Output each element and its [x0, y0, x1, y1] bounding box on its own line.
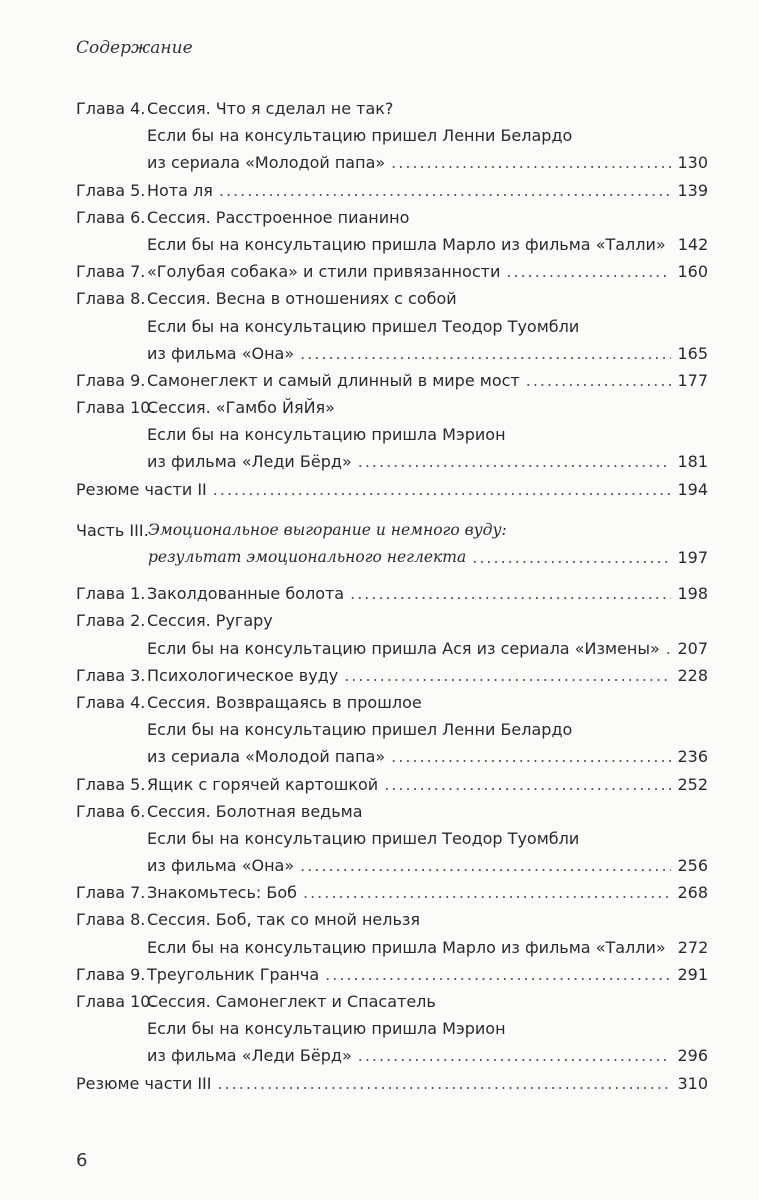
chapter-title: Сессия. Самонеглект и Спасатель	[147, 992, 436, 1011]
chapter-label: Глава 4.	[76, 99, 146, 118]
chapter-title: Треугольник Гранча	[147, 964, 320, 984]
chapter-title: из фильма «Леди Бёрд»	[147, 452, 352, 472]
page-ref: 194	[677, 479, 708, 499]
toc-entry-line[interactable]	[76, 421, 708, 448]
part-title-line1: Эмоциональное выгорание и немного вуду:	[148, 520, 507, 539]
toc-entry-line[interactable]	[76, 367, 708, 394]
dot-leader	[506, 258, 671, 285]
toc-entry-line[interactable]	[76, 580, 708, 607]
toc-entry-line[interactable]	[76, 743, 708, 770]
part2-chapters	[76, 95, 708, 476]
chapter-label: Глава 10.	[76, 398, 156, 418]
chapter-title: Сессия. Возвращаясь в прошлое	[147, 692, 422, 712]
toc-entry-line[interactable]	[76, 122, 708, 149]
chapter-label: Глава 8.	[76, 289, 146, 309]
dot-leader	[344, 662, 671, 689]
page-ref: 181	[677, 452, 708, 472]
dot-leader	[300, 852, 671, 879]
dot-leader	[219, 177, 672, 204]
chapter-title: Нота ля	[147, 180, 213, 200]
toc-entry-line[interactable]	[76, 231, 708, 258]
chapter-title: Если бы на консультацию пришла Марло из фильма «Талли»	[147, 937, 666, 957]
toc-entry-line[interactable]	[76, 177, 708, 204]
page-ref: 177	[677, 370, 708, 390]
chapter-label: Глава 1.	[76, 584, 146, 604]
chapter-title: «Голубая собака» и стили привязанности	[147, 262, 501, 282]
toc-entry-line[interactable]	[76, 716, 708, 743]
page-ref: 256	[677, 856, 708, 876]
toc-entry-line[interactable]	[76, 607, 708, 634]
chapter-title: Знакомьтесь: Боб	[147, 883, 297, 903]
chapter-title: Самонеглект и самый длинный в мире мост	[147, 370, 520, 390]
chapter-title: из сериала «Молодой папа»	[147, 747, 386, 767]
chapter-title: Если бы на консультацию пришла Марло из фильма «Талли»	[147, 234, 666, 254]
chapter-title: Сессия. Ругару	[147, 611, 273, 631]
chapter-title: Если бы на консультацию пришла Мэрион	[147, 425, 506, 445]
dot-leader	[358, 1042, 672, 1069]
dot-leader	[384, 771, 671, 798]
chapter-label: Глава 10.	[76, 992, 156, 1011]
dot-leader	[217, 1070, 671, 1097]
chapter-title: из сериала «Молодой папа»	[147, 153, 386, 173]
chapter-title: Сессия. Весна в отношениях с собой	[147, 289, 457, 309]
chapter-label: Глава 7.	[76, 883, 146, 903]
chapter-title: Сессия. Что я сделал не так?	[147, 99, 394, 118]
toc-entry-line[interactable]	[76, 961, 708, 988]
chapter-label: Глава 9.	[76, 370, 146, 390]
toc-entry-line[interactable]	[76, 1015, 708, 1042]
page-ref: 142	[677, 234, 709, 254]
dot-leader	[300, 340, 671, 367]
toc-entry-line[interactable]	[76, 448, 708, 475]
chapter-label: Глава 5.	[76, 180, 146, 200]
page-ref: 236	[677, 747, 708, 767]
toc-entry-line[interactable]	[76, 394, 708, 421]
toc-entry-line[interactable]	[76, 313, 708, 340]
dot-leader	[325, 961, 671, 988]
toc-entry-line[interactable]	[76, 988, 708, 1015]
chapter-title: Психологическое вуду	[147, 665, 339, 685]
page-ref: 272	[677, 937, 709, 957]
chapter-title: Заколдованные болота	[147, 584, 345, 604]
toc-entry-line[interactable]	[76, 879, 708, 906]
dot-leader	[391, 149, 671, 176]
dot-leader	[391, 743, 671, 770]
toc-entry-line[interactable]	[76, 635, 708, 662]
toc-entry-line[interactable]	[76, 95, 708, 122]
toc-entry-line[interactable]	[76, 771, 708, 798]
table-of-contents	[76, 95, 708, 1097]
chapter-title: Ящик с горячей картошкой	[147, 774, 379, 794]
chapter-title: Если бы на консультацию пришла Мэрион	[147, 1019, 506, 1039]
chapter-title: Сессия. Боб, так со мной нельзя	[147, 910, 421, 930]
toc-entry-line[interactable]	[76, 906, 708, 933]
page-ref: 207	[677, 638, 708, 658]
entry-title: Резюме части II	[76, 479, 207, 499]
toc-entry-line[interactable]	[76, 934, 708, 961]
part2-summary-row[interactable]	[76, 476, 708, 503]
chapter-label: Глава 3.	[76, 665, 146, 685]
chapter-title: Сессия. «Гамбо ЙяЙя»	[147, 398, 335, 418]
toc-entry-line[interactable]	[76, 825, 708, 852]
page-ref: 130	[677, 153, 708, 173]
toc-entry-line[interactable]	[76, 798, 708, 825]
dot-leader	[350, 580, 671, 607]
chapter-title: Сессия. Расстроенное пианино	[147, 207, 410, 227]
dot-leader	[213, 476, 672, 503]
page-ref: 252	[677, 774, 708, 794]
toc-entry-line[interactable]	[76, 340, 708, 367]
chapter-title: Если бы на консультацию пришел Теодор Туомбли	[147, 828, 580, 848]
chapter-title: Если бы на консультацию пришел Теодор Туомбли	[147, 316, 580, 336]
chapter-label: Глава 9.	[76, 964, 146, 984]
chapter-label: Глава 4.	[76, 692, 146, 712]
part-label: Часть III.	[76, 520, 149, 540]
dot-leader	[303, 879, 671, 906]
chapter-label: Глава 5.	[76, 774, 146, 794]
toc-entry-line[interactable]	[76, 149, 708, 176]
chapter-label: Глава 8.	[76, 910, 146, 930]
toc-entry-line[interactable]	[76, 689, 708, 716]
dot-leader	[358, 448, 672, 475]
dot-leader	[666, 635, 672, 662]
chapter-label: Глава 2.	[76, 611, 146, 631]
chapter-label: Глава 6.	[76, 801, 146, 821]
page-ref: 310	[677, 1073, 708, 1093]
page-ref: 160	[677, 262, 708, 282]
toc-entry-line[interactable]	[76, 662, 708, 689]
chapter-title: из фильма «Она»	[147, 343, 295, 363]
page-ref: 197	[677, 548, 708, 567]
part-title-line2: результат эмоционального неглекта	[148, 548, 467, 566]
chapter-label: Глава 6.	[76, 207, 146, 227]
toc-entry-line[interactable]	[76, 258, 708, 285]
page-ref: 228	[677, 665, 708, 685]
page-number: 6	[76, 1150, 88, 1171]
chapter-title: Если бы на консультацию пришла Ася из сериала «Измены»	[147, 638, 660, 658]
toc-entry-line[interactable]	[76, 1042, 708, 1069]
chapter-title: из фильма «Она»	[147, 856, 295, 876]
chapter-title: Сессия. Болотная ведьма	[147, 801, 363, 821]
part3-chapters	[76, 580, 708, 1069]
toc-entry-line[interactable]	[76, 285, 708, 312]
dot-leader	[472, 544, 671, 571]
page-ref: 268	[677, 883, 708, 903]
page-ref: 165	[677, 343, 708, 363]
part3-summary-row[interactable]	[76, 1070, 708, 1097]
page-header: Содержание	[76, 38, 193, 58]
part3-heading-row-2[interactable]	[76, 544, 708, 571]
entry-title: Резюме части III	[76, 1073, 212, 1093]
dot-leader	[526, 367, 672, 394]
page-ref: 291	[677, 964, 708, 984]
chapter-label: Глава 7.	[76, 262, 146, 282]
chapter-title: Если бы на консультацию пришел Ленни Белардо	[147, 126, 573, 146]
chapter-title: из фильма «Леди Бёрд»	[147, 1046, 352, 1066]
part3-heading-row[interactable]	[76, 517, 708, 544]
toc-entry-line[interactable]	[76, 852, 708, 879]
page-ref: 198	[677, 584, 708, 604]
toc-entry-line[interactable]	[76, 204, 708, 231]
page-ref: 139	[677, 180, 708, 200]
page-ref: 296	[677, 1046, 708, 1066]
chapter-title: Если бы на консультацию пришел Ленни Белардо	[147, 720, 573, 740]
